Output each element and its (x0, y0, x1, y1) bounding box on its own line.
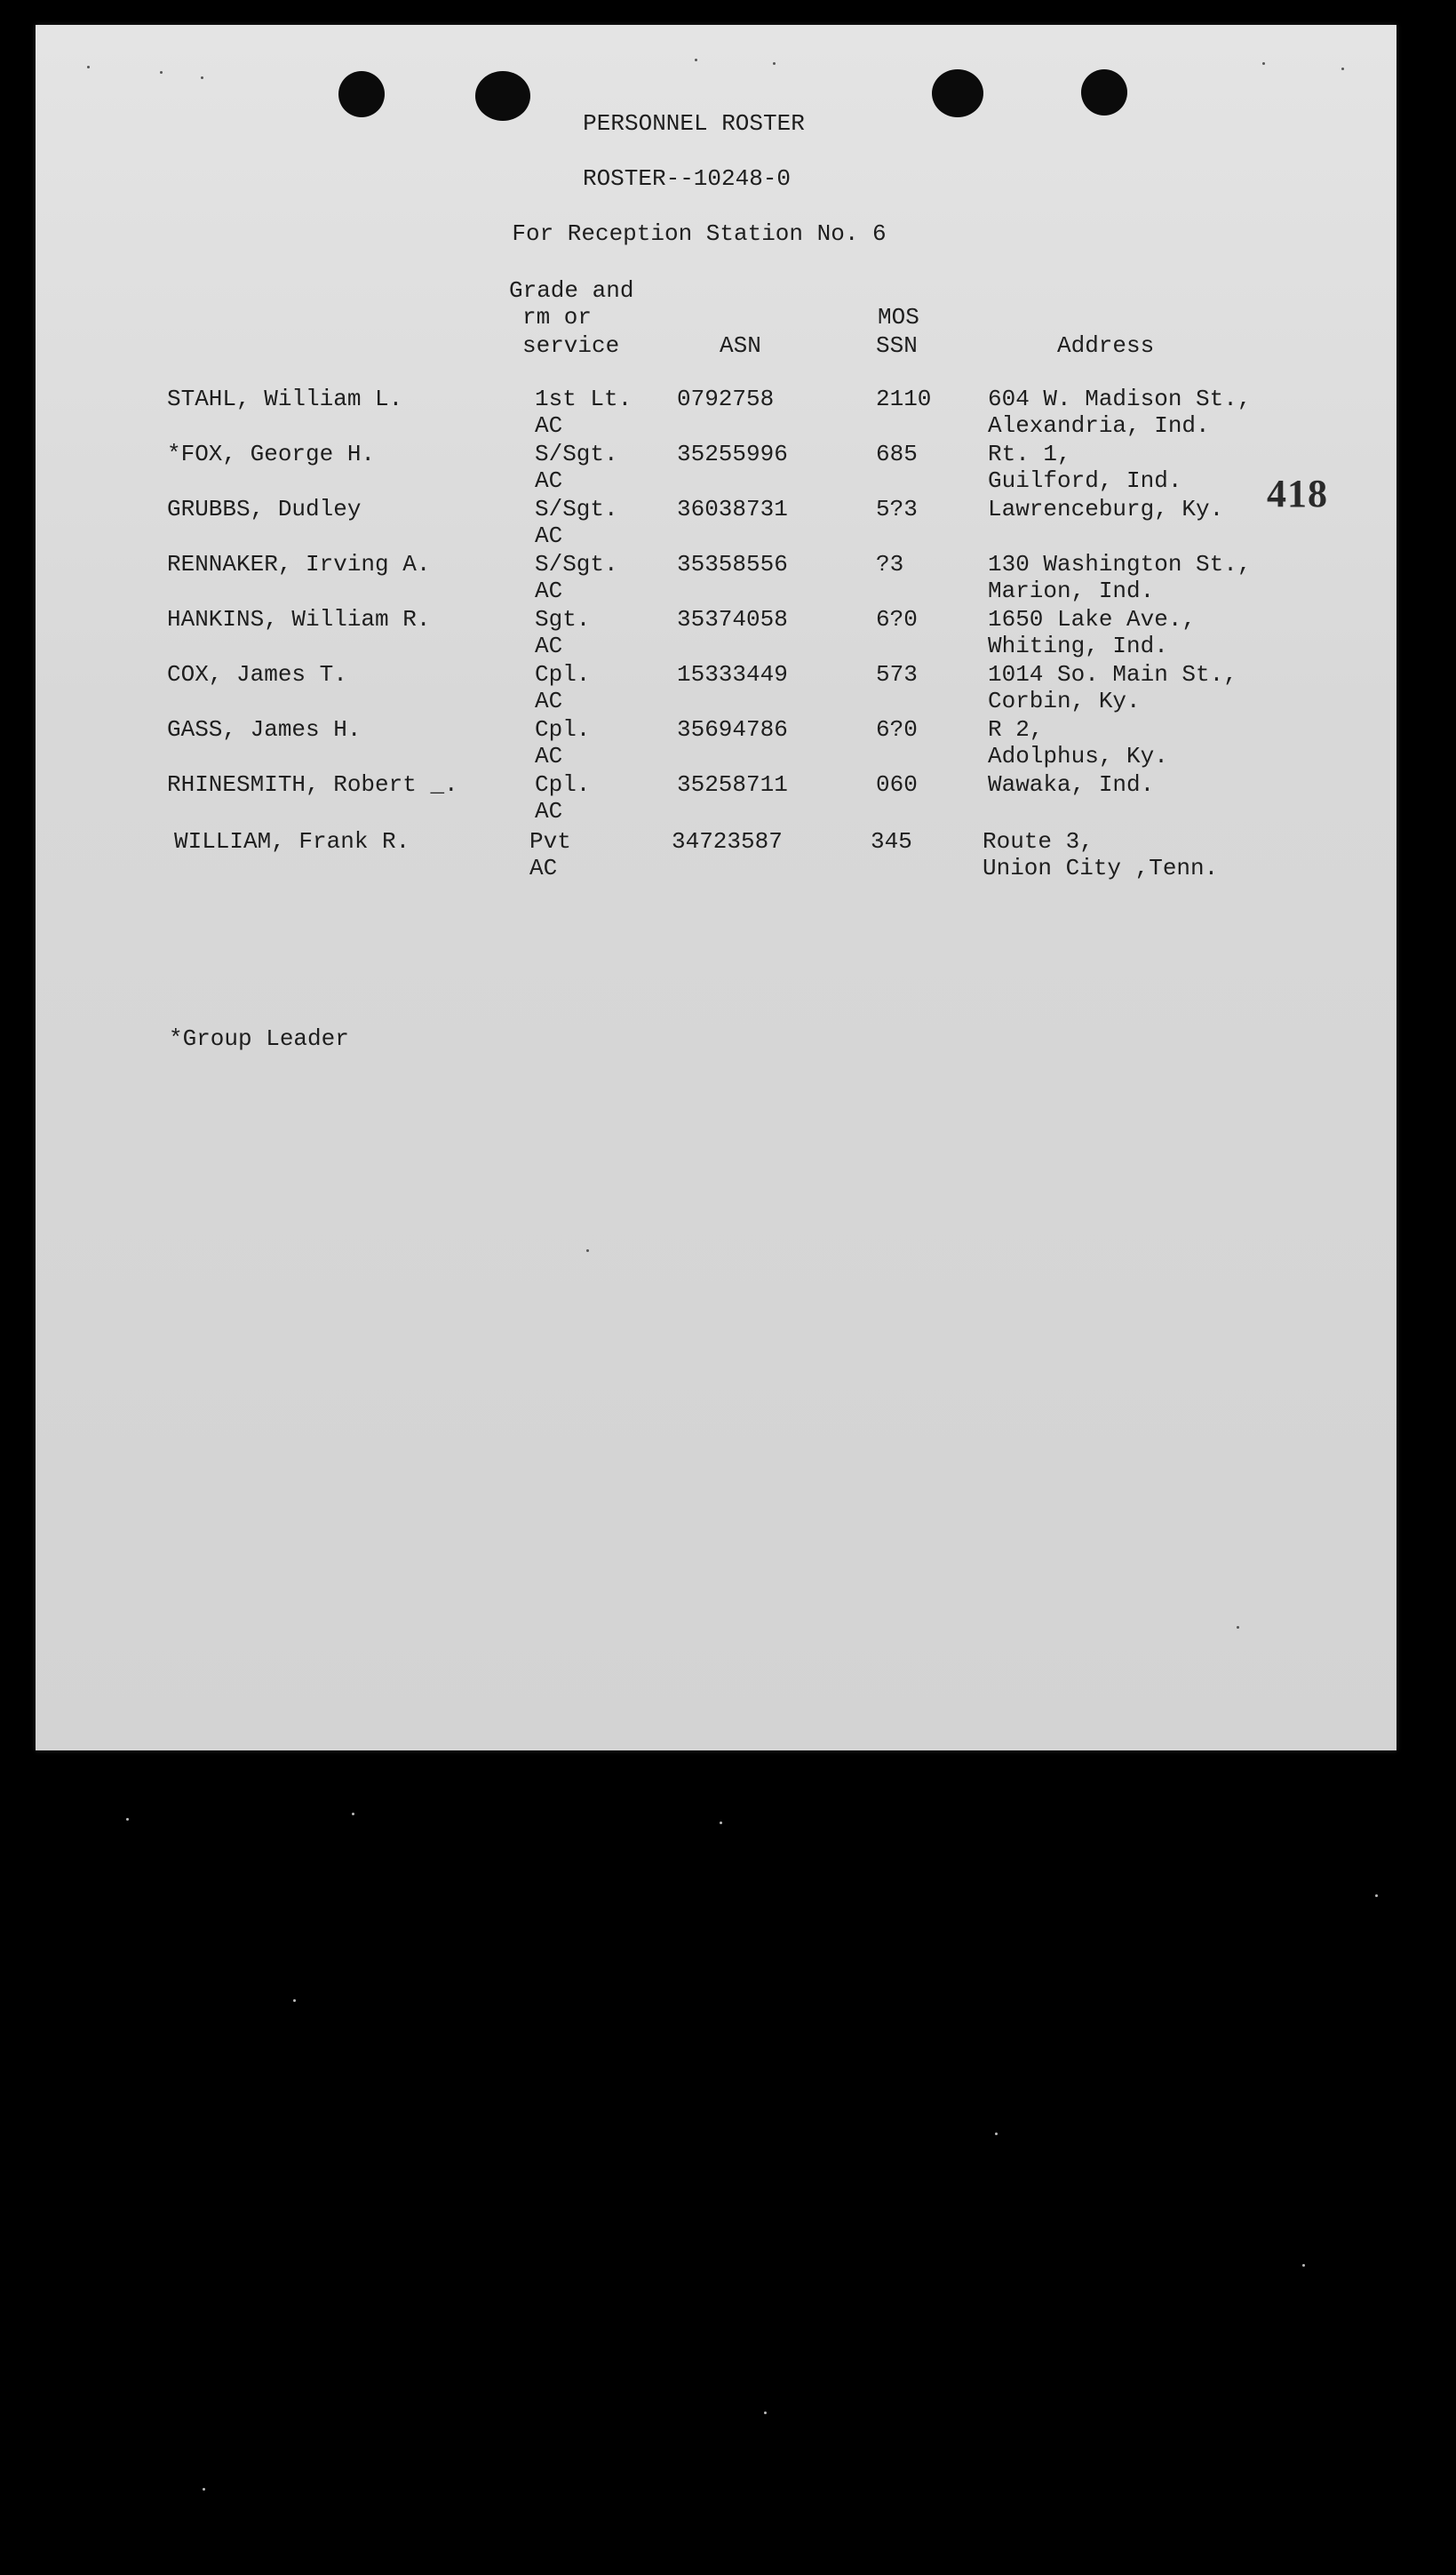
column-header-grade: Grade and (509, 277, 634, 304)
grade: S/Sgt. (535, 551, 618, 578)
table-row (36, 716, 1396, 773)
column-header-address: Address (1057, 332, 1155, 359)
arm-service: AC (535, 412, 563, 439)
person-name: GRUBBS, Dudley (167, 496, 362, 522)
mos: 685 (876, 441, 918, 467)
person-name: RHINESMITH, Robert _. (167, 771, 458, 798)
table-row (36, 661, 1396, 718)
arm-service: AC (535, 688, 563, 714)
grade: Cpl. (535, 661, 591, 688)
address-line: Alexandria, Ind. (988, 412, 1210, 439)
address-line: Wawaka, Ind. (988, 771, 1155, 798)
roster-number: ROSTER--10248-0 (582, 165, 792, 192)
address-line: Route 3, (983, 828, 1094, 855)
person-name: HANKINS, William R. (167, 606, 431, 633)
mos: 345 (871, 828, 912, 855)
address-line: 130 Washington St., (988, 551, 1252, 578)
table-row (36, 386, 1396, 442)
table-row (36, 441, 1396, 498)
mos: 5?3 (876, 496, 918, 522)
punch-hole (338, 71, 385, 117)
footnote: *Group Leader (169, 1025, 349, 1052)
page-number: 418 (1267, 472, 1328, 515)
asn: 15333449 (677, 661, 788, 688)
grade: 1st Lt. (535, 386, 633, 412)
asn: 35694786 (677, 716, 788, 743)
address-line: 604 W. Madison St., (988, 386, 1252, 412)
asn: 35255996 (677, 441, 788, 467)
column-header-mos: MOS (878, 304, 919, 331)
table-row (36, 551, 1396, 608)
mos: 060 (876, 771, 918, 798)
asn: 35258711 (677, 771, 788, 798)
mos: 6?0 (876, 716, 918, 743)
mos: ?3 (876, 551, 904, 578)
arm-service: AC (535, 522, 563, 549)
address-line: 1650 Lake Ave., (988, 606, 1197, 633)
person-name: RENNAKER, Irving A. (167, 551, 431, 578)
grade: Cpl. (535, 716, 591, 743)
person-name: STAHL, William L. (167, 386, 403, 412)
person-name: COX, James T. (167, 661, 347, 688)
asn: 34723587 (672, 828, 783, 855)
punch-hole (1081, 69, 1127, 116)
arm-service: AC (535, 798, 563, 825)
address-line: Adolphus, Ky. (988, 743, 1168, 769)
asn: 36038731 (677, 496, 788, 522)
address-line: Rt. 1, (988, 441, 1071, 467)
mos: 2110 (876, 386, 932, 412)
roster-page (36, 25, 1396, 1750)
punch-hole (475, 71, 530, 121)
address-line: R 2, (988, 716, 1044, 743)
table-row (36, 496, 1396, 553)
arm-service: AC (535, 467, 563, 494)
address-line: Corbin, Ky. (988, 688, 1141, 714)
grade: S/Sgt. (535, 441, 618, 467)
column-header-asn: ASN (720, 332, 761, 359)
mos: 6?0 (876, 606, 918, 633)
station-line: For Reception Station No. 6 (512, 220, 887, 247)
grade: Sgt. (535, 606, 591, 633)
asn: 35374058 (677, 606, 788, 633)
grade: S/Sgt. (535, 496, 618, 522)
person-name: WILLIAM, Frank R. (174, 828, 410, 855)
arm-service: AC (529, 855, 558, 881)
person-name: *FOX, George H. (167, 441, 376, 467)
arm-service: AC (535, 578, 563, 604)
address-line: Union City ,Tenn. (983, 855, 1219, 881)
table-row (36, 828, 1396, 885)
punch-hole (932, 69, 983, 117)
address-line: Guilford, Ind. (988, 467, 1182, 494)
address-line: Lawrenceburg, Ky. (988, 496, 1224, 522)
person-name: GASS, James H. (167, 716, 362, 743)
address-line: Whiting, Ind. (988, 633, 1168, 659)
mos: 573 (876, 661, 918, 688)
arm-service: AC (535, 633, 563, 659)
column-header-grade: service (522, 332, 620, 359)
address-line: Marion, Ind. (988, 578, 1155, 604)
address-line: 1014 So. Main St., (988, 661, 1237, 688)
grade: Cpl. (535, 771, 591, 798)
arm-service: AC (535, 743, 563, 769)
document-title: PERSONNEL ROSTER (583, 110, 805, 137)
asn: 0792758 (677, 386, 775, 412)
asn: 35358556 (677, 551, 788, 578)
table-row (36, 771, 1396, 828)
table-row (36, 606, 1396, 663)
column-header-grade: rm or (522, 304, 593, 331)
column-header-mos: SSN (876, 332, 918, 359)
grade: Pvt (529, 828, 571, 855)
